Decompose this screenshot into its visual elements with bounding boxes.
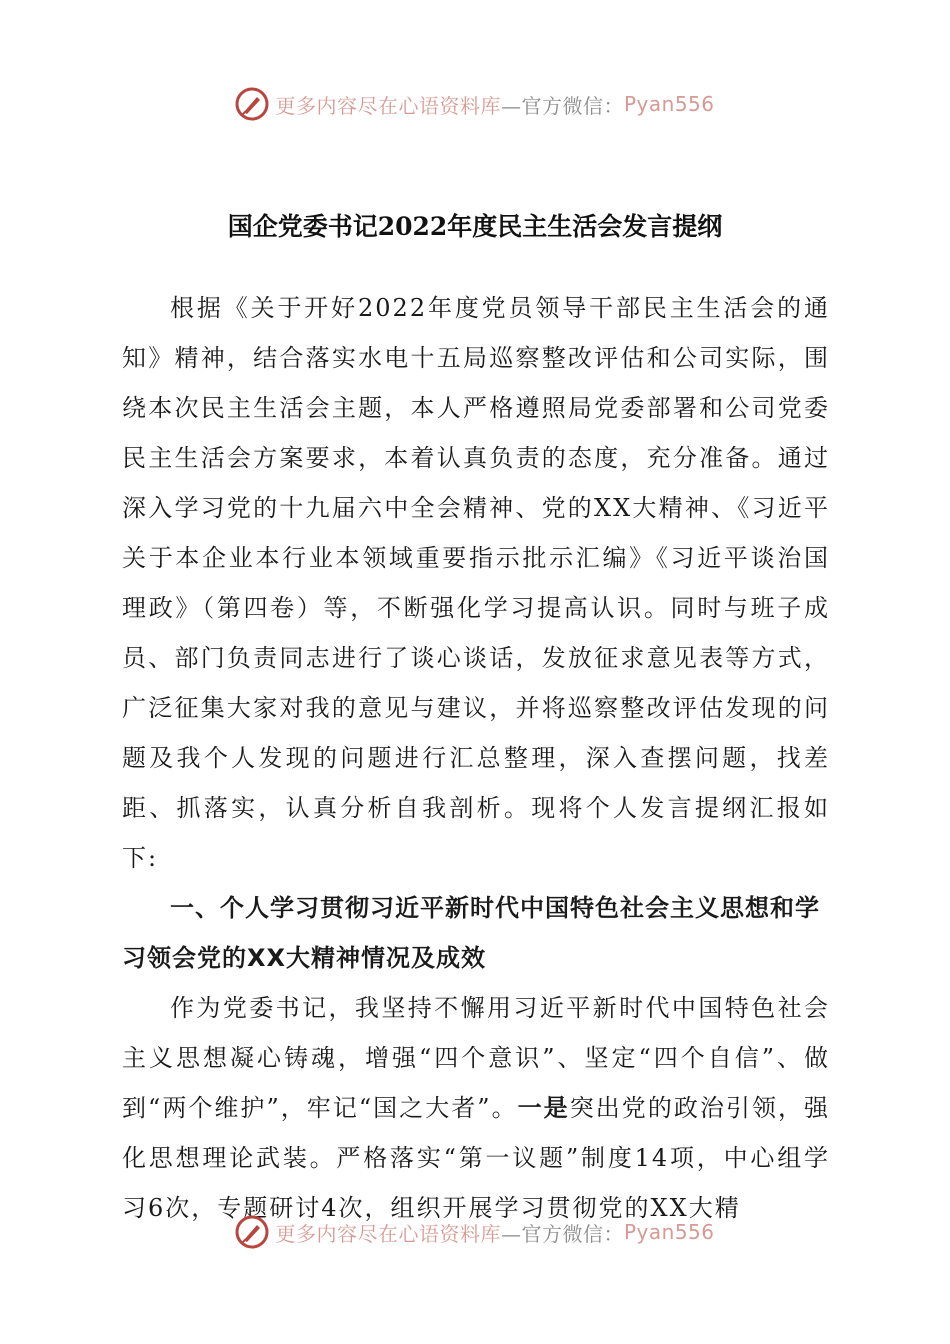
watermark-wechat-label: —官方微信： [500, 1221, 624, 1246]
watermark-footer [0, 1212, 950, 1252]
section-1-text-start: 作为党委书记，我坚持不懈用习近平新时代中国特色社会主义思想凝心铸魂，增强“四个意识”、坚定“四个自信”、做到“两个维护”，牢记“国之大者”。 [122, 994, 830, 1122]
pen-logo-icon [235, 1215, 269, 1249]
section-1-bold-lead: 一是 [517, 1094, 570, 1122]
section-1-paragraph [122, 983, 830, 1233]
watermark-header [0, 84, 950, 124]
watermark-site-text: 更多内容尽在心语资料库 [275, 93, 501, 118]
watermark-site-text: 更多内容尽在心语资料库 [275, 1221, 501, 1246]
section-1-text-rest: 突出党的政治引领，强化思想理论武装。严格落实“第一议题”制度14项，中心组学习6次，专题研讨4次，组织开展学习贯彻党的XX大精 [122, 1094, 831, 1222]
watermark-wechat-id: Pyan556 [623, 1220, 715, 1244]
pen-logo-icon [235, 87, 269, 121]
document-title: 国企党委书记2022年度民主生活会发言提纲 [227, 212, 723, 241]
intro-paragraph: 根据《关于开好2022年度党员领导干部民主生活会的通知》精神，结合落实水电十五局巡察整改评估和公司实际，围绕本次民主生活会主题，本人严格遵照局党委部署和公司党委民主生活会方案要求，本着认真负责的态度，充分准备。通过深入学习党的十九届六中全会精神、党的XX大精神、《习近平关于本企业本行业本领域重要指示批示汇编》《习近平谈治国理政》（第四卷）等，不断强化学习提高认识。同时与班子成员、部门负责同志进行了谈心谈话，发放征求意见表等方式，广泛征集大家对我的意见与建议，并将巡察整改评估发现的问题及我个人发现的问题进行汇总整理，深入查摆问题，找差距、抓落实，认真分析自我剖析。现将个人发言提纲汇报如下: [122, 294, 830, 872]
watermark-wechat-id: Pyan556 [623, 92, 715, 116]
section-1-heading: 一、个人学习贯彻习近平新时代中国特色社会主义思想和学习领会党的XX大精神情况及成效 [122, 894, 820, 972]
watermark-wechat-label: —官方微信： [500, 93, 624, 118]
document-body [122, 283, 830, 1233]
